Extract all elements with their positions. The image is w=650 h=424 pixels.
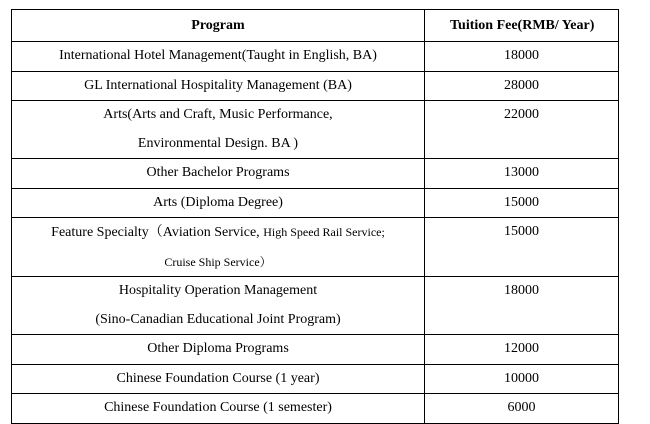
fee-cell bbox=[425, 277, 619, 335]
fee-cell bbox=[425, 364, 619, 394]
program-cell bbox=[12, 159, 425, 189]
fee-cell bbox=[425, 188, 619, 218]
table-body bbox=[12, 42, 619, 424]
fee-value: 12000 bbox=[504, 341, 539, 356]
program-cell bbox=[12, 335, 425, 365]
table-row bbox=[12, 159, 619, 189]
program-cell bbox=[12, 71, 425, 101]
table-row bbox=[12, 364, 619, 394]
table-header bbox=[12, 10, 619, 42]
program-name: International Hotel Management(Taught in English, BA) bbox=[59, 48, 377, 63]
fee-value: 18000 bbox=[504, 283, 539, 298]
program-name: Chinese Foundation Course (1 semester) bbox=[104, 400, 332, 415]
table-row bbox=[12, 71, 619, 101]
program-cell bbox=[12, 188, 425, 218]
program-name: Hospitality Operation Management bbox=[118, 283, 318, 298]
fee-value: 6000 bbox=[507, 400, 536, 415]
table-row bbox=[12, 335, 619, 365]
fee-value: 15000 bbox=[504, 224, 539, 239]
fee-cell bbox=[425, 101, 619, 159]
fee-value: 18000 bbox=[504, 48, 539, 63]
program-name-continued: Environmental Design. BA ) bbox=[137, 135, 299, 151]
program-name: Arts(Arts and Craft, Music Performance, bbox=[103, 107, 333, 122]
table-row bbox=[12, 101, 619, 159]
fee-cell bbox=[425, 71, 619, 101]
fee-value: 10000 bbox=[504, 370, 539, 386]
program-name-part: Feature Specialty（Aviation Service, bbox=[51, 225, 264, 240]
fee-value: 22000 bbox=[504, 107, 539, 122]
program-cell bbox=[12, 101, 425, 159]
program-name-continued: (Sino-Canadian Educational Joint Program) bbox=[95, 311, 341, 327]
fee-value: 13000 bbox=[504, 165, 539, 180]
header-row bbox=[12, 10, 619, 42]
fee-cell bbox=[425, 335, 619, 365]
program-cell bbox=[12, 277, 425, 335]
program-column-header: Program bbox=[12, 10, 425, 42]
program-cell bbox=[12, 218, 425, 277]
fee-column-header: Tuition Fee(RMB/ Year) bbox=[425, 10, 619, 42]
fee-cell bbox=[425, 218, 619, 277]
table-row bbox=[12, 42, 619, 72]
table-row bbox=[12, 277, 619, 335]
tuition-fee-table bbox=[11, 9, 619, 424]
program-cell bbox=[12, 364, 425, 394]
program-cell bbox=[12, 394, 425, 424]
program-name: GL International Hospitality Management (BA) bbox=[84, 77, 352, 93]
program-name: Other Bachelor Programs bbox=[146, 165, 290, 180]
program-name bbox=[12, 218, 424, 248]
program-name: Other Diploma Programs bbox=[147, 341, 289, 356]
table-row bbox=[12, 394, 619, 424]
table-row bbox=[12, 188, 619, 218]
program-cell bbox=[12, 42, 425, 72]
fee-cell bbox=[425, 159, 619, 189]
fee-value: 28000 bbox=[504, 77, 539, 93]
program-name-part: High Speed Rail Service; bbox=[263, 225, 385, 239]
fee-cell bbox=[425, 394, 619, 424]
program-name: Arts (Diploma Degree) bbox=[153, 194, 283, 210]
table-row bbox=[12, 218, 619, 277]
program-name: Chinese Foundation Course (1 year) bbox=[116, 370, 320, 386]
fee-cell bbox=[425, 42, 619, 72]
program-name-continued: Cruise Ship Service） bbox=[164, 254, 272, 269]
fee-value: 15000 bbox=[504, 194, 539, 210]
